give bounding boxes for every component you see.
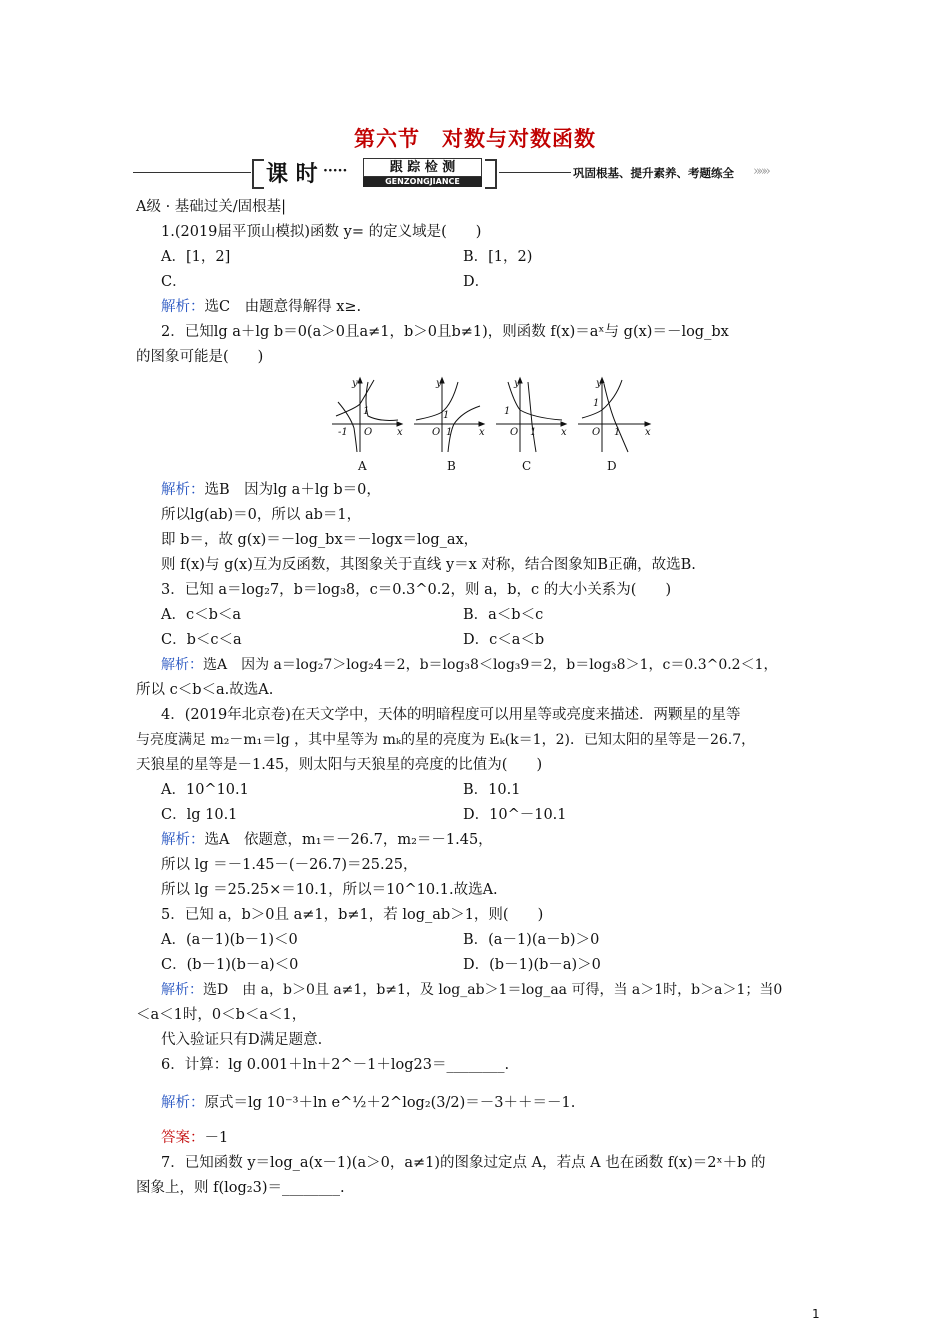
q5-solution-text-1: 选D 由 a，b＞0且 a≠1，b≠1，及 log_ab＞1＝log_aa 可得，当 a＞1时，b＞a＞1；当0	[203, 982, 783, 998]
svg-text:x: x	[479, 427, 485, 438]
q4-option-a: A．10^10.1	[161, 782, 249, 798]
q2-solution-text-1: 选B 因为lg a＋lg b＝0，	[204, 482, 381, 498]
q4-solution-label: 解析：	[161, 832, 205, 848]
q2-solution-1	[161, 480, 841, 500]
bracket-right-icon	[485, 159, 497, 189]
q3-option-d: D．c＜a＜b	[463, 632, 545, 648]
q5-solution-label: 解析：	[161, 982, 203, 998]
q4-solution-2: 所以 lg ＝－1.45－(－26.7)＝25.25，	[161, 857, 418, 873]
q1-solution-label: 解析：	[161, 299, 205, 315]
svg-text:-1: -1	[338, 427, 348, 438]
graph-d	[578, 378, 650, 452]
bracket-left-icon	[252, 159, 264, 189]
svg-text:O: O	[364, 427, 373, 438]
q3-solution-1	[161, 655, 841, 675]
q5-option-b: B．(a－1)(a－b)＞0	[463, 932, 600, 948]
graph-label-b: B	[447, 459, 456, 473]
q4-solution-3: 所以 lg ＝25.25×＝10.1，所以＝10^10.1.故选A.	[161, 882, 498, 898]
q5-solution-3: 代入验证只有D满足题意.	[161, 1032, 323, 1048]
q2-stem-1: 2．已知lg a＋lg b＝0(a＞0且a≠1，b＞0且b≠1)，则函数 f(x)＝aˣ与 g(x)＝－log_bx	[161, 324, 729, 340]
q6-solution	[161, 1093, 841, 1113]
section-heading: A级 · 基础过关/固根基|	[136, 199, 287, 215]
q4-stem-1: 4．(2019年北京卷)在天文学中，天体的明暗程度可以用星等或亮度来描述．两颗星的星等	[161, 707, 741, 723]
q5-option-d: D．(b－1)(b－a)＞0	[463, 957, 601, 973]
svg-text:1: 1	[530, 427, 537, 438]
svg-text:y: y	[596, 378, 602, 389]
q4-option-b: B．10.1	[463, 782, 521, 798]
q4-stem-3: 天狼星的星等是－1.45，则太阳与天狼星的亮度的比值为( )	[136, 757, 543, 773]
svg-text:x: x	[397, 427, 403, 438]
svg-text:1: 1	[446, 427, 453, 438]
q5-option-c: C．(b－1)(b－a)＜0	[161, 957, 299, 973]
chevrons-icon: »»»	[753, 164, 768, 179]
q6-solution-text: 原式＝lg 10⁻³＋ln e^½＋2^log₂(3/2)＝－3＋＋＝－1.	[204, 1095, 576, 1111]
svg-text:1: 1	[443, 410, 450, 421]
q3-option-c: C．b＜c＜a	[161, 632, 242, 648]
svg-text:1: 1	[504, 406, 511, 417]
q7-stem-2: 图象上，则 f(log₂3)＝________.	[136, 1180, 345, 1196]
graph-label-d: D	[607, 459, 617, 473]
q2-solution-label: 解析：	[161, 482, 205, 498]
banner-rule-right	[499, 172, 571, 173]
q3-option-b: B．a＜b＜c	[463, 607, 544, 623]
banner-pinyin: GENZONGJIANCE	[363, 177, 482, 187]
q2-stem-2: 的图象可能是( )	[136, 349, 264, 365]
q2-solution-2: 所以lg(ab)＝0，所以 ab＝1，	[161, 507, 362, 523]
q6-answer-label: 答案：	[161, 1130, 205, 1146]
q6-answer	[161, 1128, 841, 1148]
svg-text:y: y	[514, 378, 520, 389]
page-title: 第六节 对数与对数函数	[354, 126, 596, 151]
banner-mid-text: 跟 踪 检 测	[363, 158, 482, 177]
svg-text:x: x	[561, 427, 567, 438]
banner-left-text: 课 时	[266, 162, 318, 187]
svg-text:O: O	[510, 427, 519, 438]
graph-label-c: C	[522, 459, 532, 473]
svg-text:x: x	[645, 427, 651, 438]
svg-text:1: 1	[614, 427, 621, 438]
q5-solution-2: ＜a＜1时，0＜b＜a＜1，	[136, 1007, 307, 1023]
q3-option-a: A．c＜b＜a	[161, 607, 242, 623]
q5-option-a: A．(a－1)(b－1)＜0	[161, 932, 298, 948]
q1-solution-text: 选C 由题意得解得 x≥.	[204, 299, 362, 315]
q1-option-c: C．	[161, 274, 187, 290]
svg-text:y: y	[436, 378, 442, 389]
q3-solution-text-1: 选A 因为 a＝log₂7＞log₂4＝2，b＝log₃8＜log₃9＝2，b＝log₃8＞1，c＝0.3^0.2＜1，	[203, 657, 778, 673]
banner-rule-left	[133, 172, 251, 173]
q6-answer-text: －1	[204, 1130, 229, 1146]
svg-text:O: O	[432, 427, 441, 438]
graph-label-a: A	[358, 459, 367, 473]
q1-option-a: A．[1，2]	[161, 249, 231, 265]
q3-solution-2: 所以 c＜b＜a.故选A.	[136, 682, 274, 698]
q3-stem: 3．已知 a＝log₂7，b＝log₃8，c＝0.3^0.2，则 a，b，c 的大小关系为( )	[161, 582, 672, 598]
svg-text:y: y	[352, 378, 358, 389]
q5-stem: 5．已知 a，b＞0且 a≠1，b≠1，若 log_ab＞1，则( )	[161, 907, 544, 923]
q2-solution-3: 即 b＝，故 g(x)＝－log_bx＝－logx＝log_ax，	[161, 532, 479, 548]
q5-solution-1	[161, 980, 841, 1000]
q1-option-d: D．	[463, 274, 490, 290]
svg-text:1: 1	[363, 406, 370, 417]
q4-option-c: C．lg 10.1	[161, 807, 238, 823]
q2-solution-4: 则 f(x)与 g(x)互为反函数，其图象关于直线 y＝x 对称，结合图象知B正确，故选B.	[161, 557, 696, 573]
q4-solution-text-1: 选A 依题意，m₁＝－26.7，m₂＝－1.45，	[204, 832, 493, 848]
svg-text:O: O	[592, 427, 601, 438]
q4-option-d: D．10^－10.1	[463, 807, 567, 823]
q3-solution-label: 解析：	[161, 657, 203, 673]
q1-option-b: B．[1，2)	[463, 249, 533, 265]
q7-stem-1: 7．已知函数 y＝log_a(x－1)(a＞0，a≠1)的图象过定点 A，若点 A 也在函数 f(x)＝2ˣ＋b 的	[161, 1155, 766, 1171]
q4-solution-1	[161, 830, 841, 850]
q1-stem: 1.(2019届平顶山模拟)函数 y= 的定义域是( )	[161, 224, 482, 240]
q6-solution-label: 解析：	[161, 1095, 205, 1111]
banner-dots: ·····	[323, 163, 348, 179]
section-banner	[133, 157, 815, 189]
q1-solution	[161, 297, 841, 317]
q4-stem-2: 与亮度满足 m₂－m₁＝lg ，其中星等为 mₖ的星的亮度为 Eₖ(k＝1，2)．已知太阳的星等是－26.7，	[136, 732, 756, 748]
page-number: 1	[812, 1307, 820, 1321]
svg-text:1: 1	[593, 398, 600, 409]
q6-stem: 6．计算：lg 0.001＋ln＋2^－1＋log23＝________.	[161, 1057, 510, 1073]
banner-right-text: 巩固根基、提升素养、考题练全	[573, 166, 734, 180]
